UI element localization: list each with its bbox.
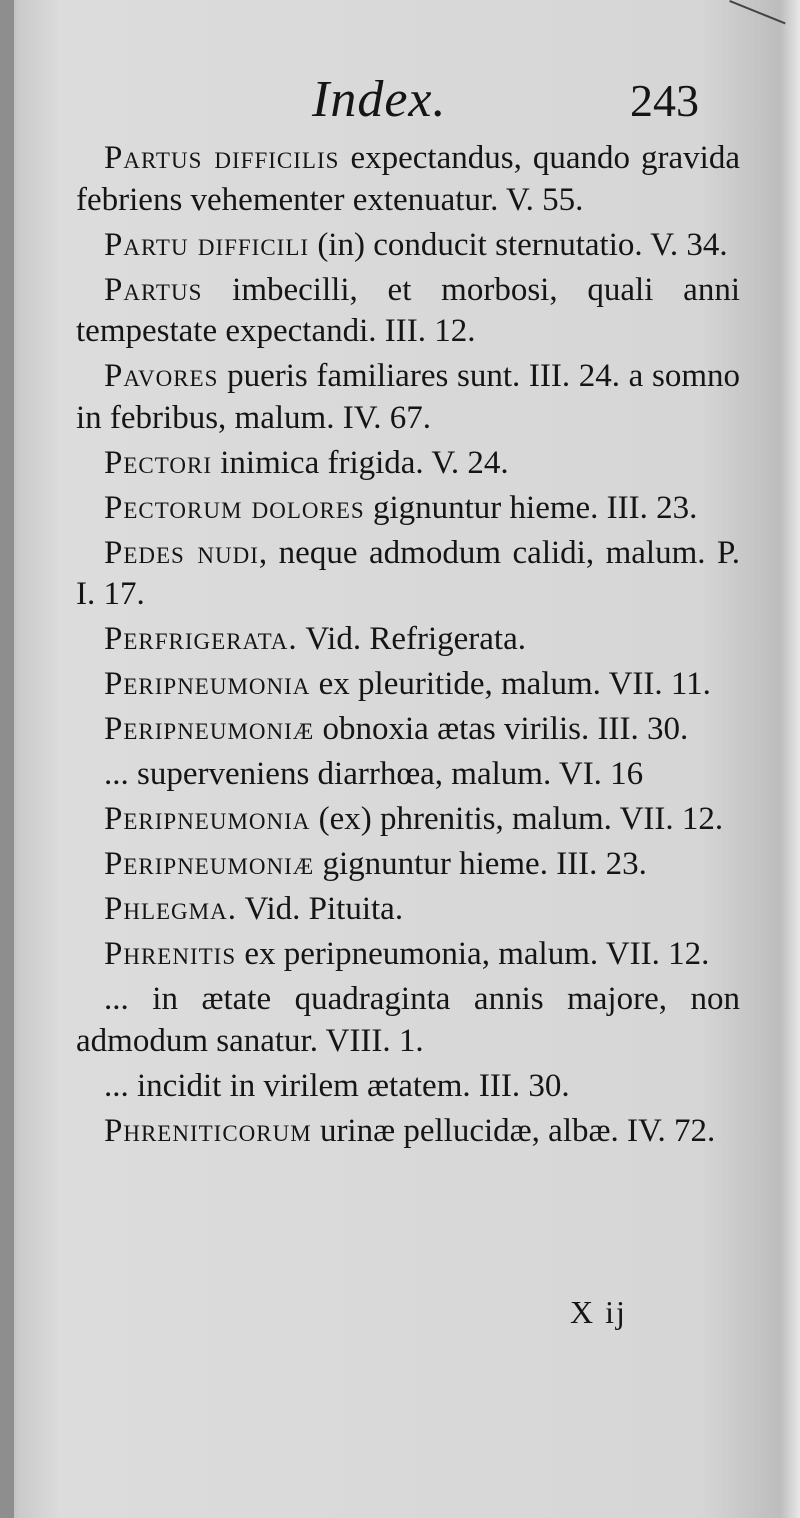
page-header [0,62,800,132]
entry-text: imbecilli, et morbosi, quali anni tempestate expectandi. III. 12. [76,271,740,349]
entry-text: obnoxia ætas virilis. III. 30. [314,711,689,747]
entry-text: ex pleuritide, malum. VII. 11. [310,666,711,702]
entry-headword: Partus [104,271,203,308]
entry-text: pueris familiares sunt. III. 24. a somno in febribus, malum. IV. 67. [76,358,740,436]
entry-headword: Phrenitis [104,936,237,972]
page-number: 243 [630,75,699,126]
index-entry [76,889,740,931]
index-entry [76,1111,740,1153]
entry-headword: Phlegma. [104,891,237,927]
index-entry [76,619,740,661]
running-title: Index. [312,71,447,128]
index-entry [76,356,740,439]
entry-text: urinæ pellucidæ, albæ. IV. 72. [311,1112,716,1149]
entry-text: Vid. Pituita. [236,891,404,927]
entry-headword: Perfrigerata. [104,621,298,657]
index-entry [76,844,740,886]
index-entry [76,934,740,976]
entry-headword: Pedes nudi [104,534,259,571]
index-entry [76,1066,740,1108]
index-entry [76,138,740,221]
entry-text: (in) conducit sternutatio. V. 34. [309,226,728,263]
entry-text: gignuntur hieme. III. 23. [314,846,647,882]
entry-text: ... in ætate quadraginta annis majore, non admodum sanatur. VIII. 1. [76,981,740,1059]
entry-headword: Partu difficili [104,226,310,263]
index-entry [76,664,740,706]
entry-headword: Peripneumoniæ [104,711,315,747]
signature-mark: X ij [570,1294,627,1330]
entry-text: gignuntur hieme. III. 23. [364,489,698,526]
entry-text: Vid. Refrigerata. [297,621,526,657]
index-entry [76,533,740,616]
entry-headword: Peripneumonia [104,666,311,702]
index-entry [76,709,740,751]
entry-text: (ex) phrenitis, malum. VII. 12. [310,801,724,837]
index-entry [76,225,740,267]
entry-headword: Pectorum dolores [104,489,365,526]
page-corner-mark [729,0,785,24]
page-gutter-shadow [0,0,14,1518]
entry-headword: Partus difficilis [104,140,340,176]
entry-text: , neque admodum calidi, malum. P. I. 17. [76,534,740,612]
entry-text: ... incidit in virilem ætatem. III. 30. [104,1067,570,1104]
index-entry [76,754,740,796]
index-entries [76,138,740,1156]
entry-headword: Pavores [104,358,219,394]
index-entry [76,799,740,841]
entry-text: ex peripneumonia, malum. VII. 12. [236,936,710,972]
entry-headword: Peripneumoniæ [104,846,315,882]
index-entry [76,488,740,530]
entry-text: inimica frigida. V. 24. [212,444,509,481]
entry-text: ... superveniens diarrhœa, malum. VI. 16 [104,756,644,792]
entry-headword: Peripneumonia [104,801,311,837]
entry-headword: Pectori [104,444,212,481]
index-entry [76,979,740,1062]
entry-headword: Phreniticorum [104,1112,312,1149]
index-entry [76,443,740,485]
index-entry [76,270,740,353]
entry-text: expectandus, quando gravida febriens vehementer extenuatur. V. 55. [76,140,741,218]
